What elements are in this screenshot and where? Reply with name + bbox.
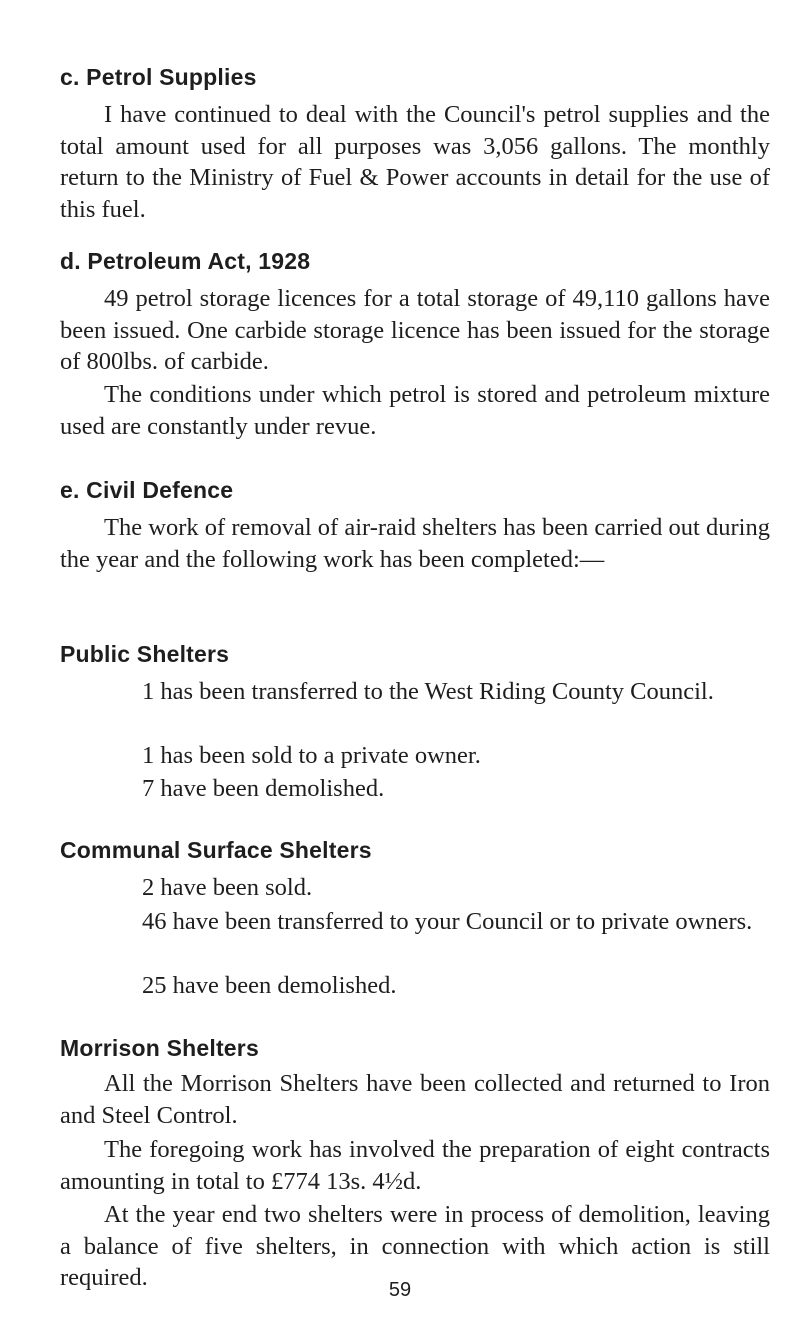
list-item-public-shelters-2: 1 has been sold to a private owner. xyxy=(142,742,481,769)
list-item-communal-shelters-3: 25 have been demolished. xyxy=(142,972,397,999)
paragraph-morrison-shelters-contracts: The foregoing work has involved the preparation of eight contracts amounting in total to £774 13s. 4½d. xyxy=(60,1136,770,1195)
list-item-public-shelters-3: 7 have been demolished. xyxy=(142,775,385,802)
paragraph-petrol-supplies: I have continued to deal with the Council's petrol supplies and the total amount used for all purposes was 3,056 gallons. The monthly return to the Ministry of Fuel & Power accounts in detail for the use of this fuel. xyxy=(60,101,770,223)
page-number: 59 xyxy=(388,1279,412,1301)
section-heading-petrol-supplies: c. Petrol Supplies xyxy=(60,64,257,90)
list-item-communal-shelters-1: 2 have been sold. xyxy=(142,874,313,901)
list-item-communal-shelters-2: 46 have been transferred to your Council or to private owners. xyxy=(142,908,753,935)
list-item-public-shelters-1: 1 has been transferred to the West Riding County Council. xyxy=(142,678,714,705)
paragraph-morrison-shelters-collected: All the Morrison Shelters have been collected and returned to Iron and Steel Control. xyxy=(60,1070,770,1129)
paragraph-civil-defence: The work of removal of air-raid shelters has been carried out during the year and the following work has been completed:— xyxy=(60,514,770,573)
subheading-communal-surface-shelters: Communal Surface Shelters xyxy=(60,837,372,863)
paragraph-morrison-shelters-balance: At the year end two shelters were in process of demolition, leaving a balance of five shelters, in connection with which action is still required. xyxy=(60,1201,770,1291)
section-heading-petroleum-act: d. Petroleum Act, 1928 xyxy=(60,248,311,274)
subheading-morrison-shelters: Morrison Shelters xyxy=(60,1035,259,1061)
paragraph-petroleum-act-licences: 49 petrol storage licences for a total storage of 49,110 gallons have been issued. One carbide storage licence has been issued for the storage of 800lbs. of carbide. xyxy=(60,285,770,375)
paragraph-petroleum-act-conditions: The conditions under which petrol is stored and petroleum mixture used are constantly under revue. xyxy=(60,381,770,440)
section-heading-civil-defence: e. Civil Defence xyxy=(60,477,234,503)
subheading-public-shelters: Public Shelters xyxy=(60,641,230,667)
